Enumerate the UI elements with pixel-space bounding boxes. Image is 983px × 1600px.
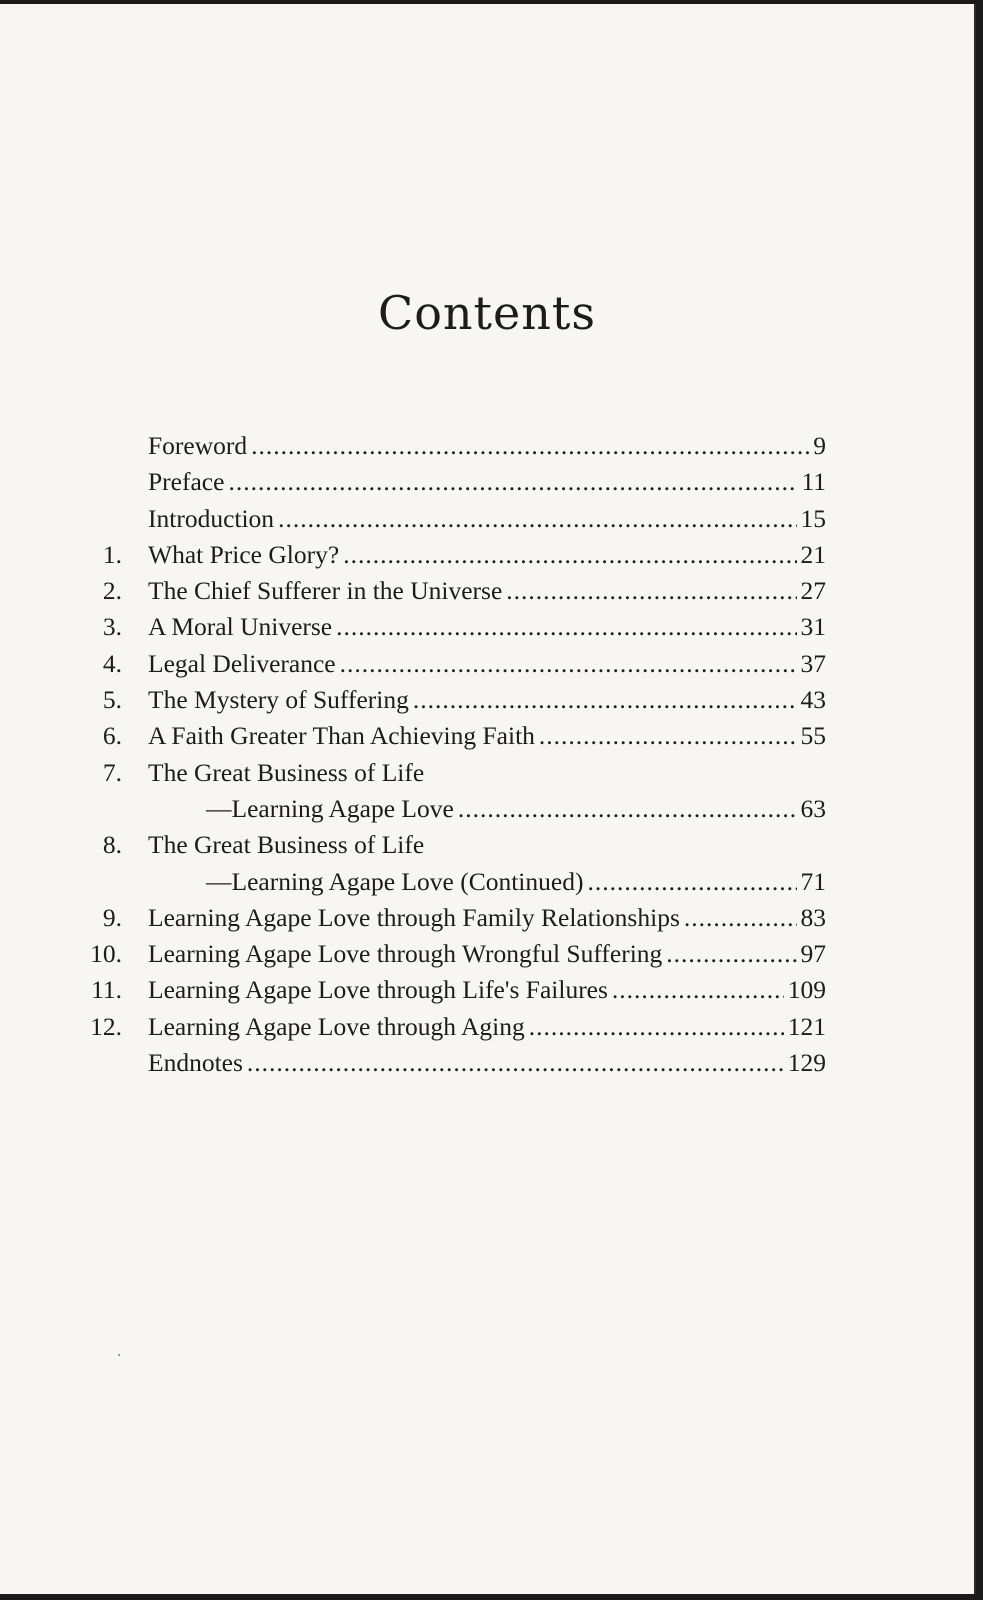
entry-title: A Moral Universe bbox=[148, 612, 333, 642]
toc-entry bbox=[78, 755, 826, 791]
entry-title: The Great Business of Life bbox=[148, 757, 425, 787]
entry-number: 1. bbox=[102, 539, 122, 569]
toc-entry bbox=[78, 718, 826, 754]
entry-subtitle: —Learning Agape Love (Continued) bbox=[206, 866, 584, 896]
entry-number: 7. bbox=[102, 757, 122, 787]
entry-title: Learning Agape Love through Aging bbox=[148, 1011, 525, 1041]
dot-leader bbox=[458, 791, 797, 827]
toc-entry bbox=[78, 1045, 826, 1081]
dot-leader bbox=[413, 682, 797, 718]
entry-page-number: 9 bbox=[813, 431, 826, 460]
entry-title: Learning Agape Love through Family Relationships bbox=[148, 902, 680, 932]
toc-entry bbox=[78, 573, 826, 609]
entry-page-number: 37 bbox=[800, 648, 826, 678]
entry-page-number: 43 bbox=[800, 685, 826, 715]
toc-entry bbox=[78, 827, 826, 863]
dot-leader bbox=[684, 900, 797, 936]
toc-entry bbox=[78, 900, 826, 936]
entry-page-number: 121 bbox=[787, 1011, 826, 1041]
page-title: Contents bbox=[378, 286, 596, 340]
entry-page-number: 63 bbox=[800, 793, 826, 823]
entry-page-number: 11 bbox=[801, 467, 826, 497]
dot-leader bbox=[612, 972, 784, 1008]
toc-entry bbox=[78, 972, 826, 1008]
dot-leader bbox=[529, 1009, 784, 1045]
dot-leader bbox=[228, 464, 797, 500]
entry-page-number: 129 bbox=[787, 1048, 826, 1078]
entry-number: 8. bbox=[102, 830, 122, 860]
dot-leader bbox=[278, 501, 796, 537]
entry-title: Endnotes bbox=[148, 1048, 243, 1078]
entry-page-number: 31 bbox=[800, 612, 826, 642]
table-of-contents bbox=[78, 428, 826, 1081]
entry-page-number: 55 bbox=[800, 721, 826, 751]
entry-number: 11. bbox=[91, 975, 122, 1005]
toc-entry bbox=[78, 609, 826, 645]
entry-title: Legal Deliverance bbox=[148, 648, 336, 678]
toc-entry-continuation bbox=[78, 864, 826, 900]
toc-entry bbox=[78, 1009, 826, 1045]
entry-number: 5. bbox=[102, 685, 122, 715]
entry-page-number: 27 bbox=[800, 576, 826, 606]
entry-page-number: 71 bbox=[800, 866, 826, 896]
dot-leader bbox=[587, 864, 796, 900]
entry-subtitle: —Learning Agape Love bbox=[206, 793, 454, 823]
entry-title: Learning Agape Love through Wrongful Suffering bbox=[148, 939, 663, 969]
book-page bbox=[0, 4, 976, 1594]
toc-entry bbox=[78, 464, 826, 500]
dot-leader bbox=[343, 537, 796, 573]
entry-page-number: 15 bbox=[800, 503, 826, 533]
entry-page-number: 21 bbox=[800, 539, 826, 569]
toc-entry bbox=[78, 646, 826, 682]
toc-entry bbox=[78, 537, 826, 573]
toc-entry-continuation bbox=[78, 791, 826, 827]
entry-page-number: 97 bbox=[800, 939, 826, 969]
entry-number: 12. bbox=[90, 1011, 122, 1041]
entry-page-number: 83 bbox=[800, 902, 826, 932]
entry-title: The Great Business of Life bbox=[148, 830, 425, 860]
entry-title: Introduction bbox=[148, 503, 275, 533]
entry-title: What Price Glory? bbox=[148, 539, 340, 569]
toc-entry bbox=[78, 428, 826, 464]
paper-speck bbox=[118, 1354, 120, 1356]
dot-leader bbox=[251, 428, 809, 464]
entry-title: A Faith Greater Than Achieving Faith bbox=[148, 721, 535, 751]
entry-number: 6. bbox=[102, 721, 122, 751]
dot-leader bbox=[336, 609, 796, 645]
dot-leader bbox=[340, 646, 797, 682]
dot-leader bbox=[247, 1045, 784, 1081]
dot-leader bbox=[539, 718, 797, 754]
toc-entry bbox=[78, 682, 826, 718]
entry-number: 3. bbox=[102, 612, 122, 642]
entry-number: 2. bbox=[102, 576, 122, 606]
dot-leader bbox=[666, 936, 796, 972]
toc-entry bbox=[78, 501, 826, 537]
entry-title: The Chief Sufferer in the Universe bbox=[148, 576, 503, 606]
entry-title: The Mystery of Suffering bbox=[148, 685, 409, 715]
entry-number: 4. bbox=[102, 648, 122, 678]
entry-number: 9. bbox=[102, 902, 122, 932]
entry-page-number: 109 bbox=[787, 975, 826, 1005]
entry-number: 10. bbox=[90, 939, 122, 969]
dot-leader bbox=[506, 573, 796, 609]
entry-title: Preface bbox=[148, 467, 225, 497]
entry-title: Learning Agape Love through Life's Failures bbox=[148, 975, 608, 1005]
toc-entry bbox=[78, 936, 826, 972]
entry-title: Foreword bbox=[148, 431, 248, 460]
